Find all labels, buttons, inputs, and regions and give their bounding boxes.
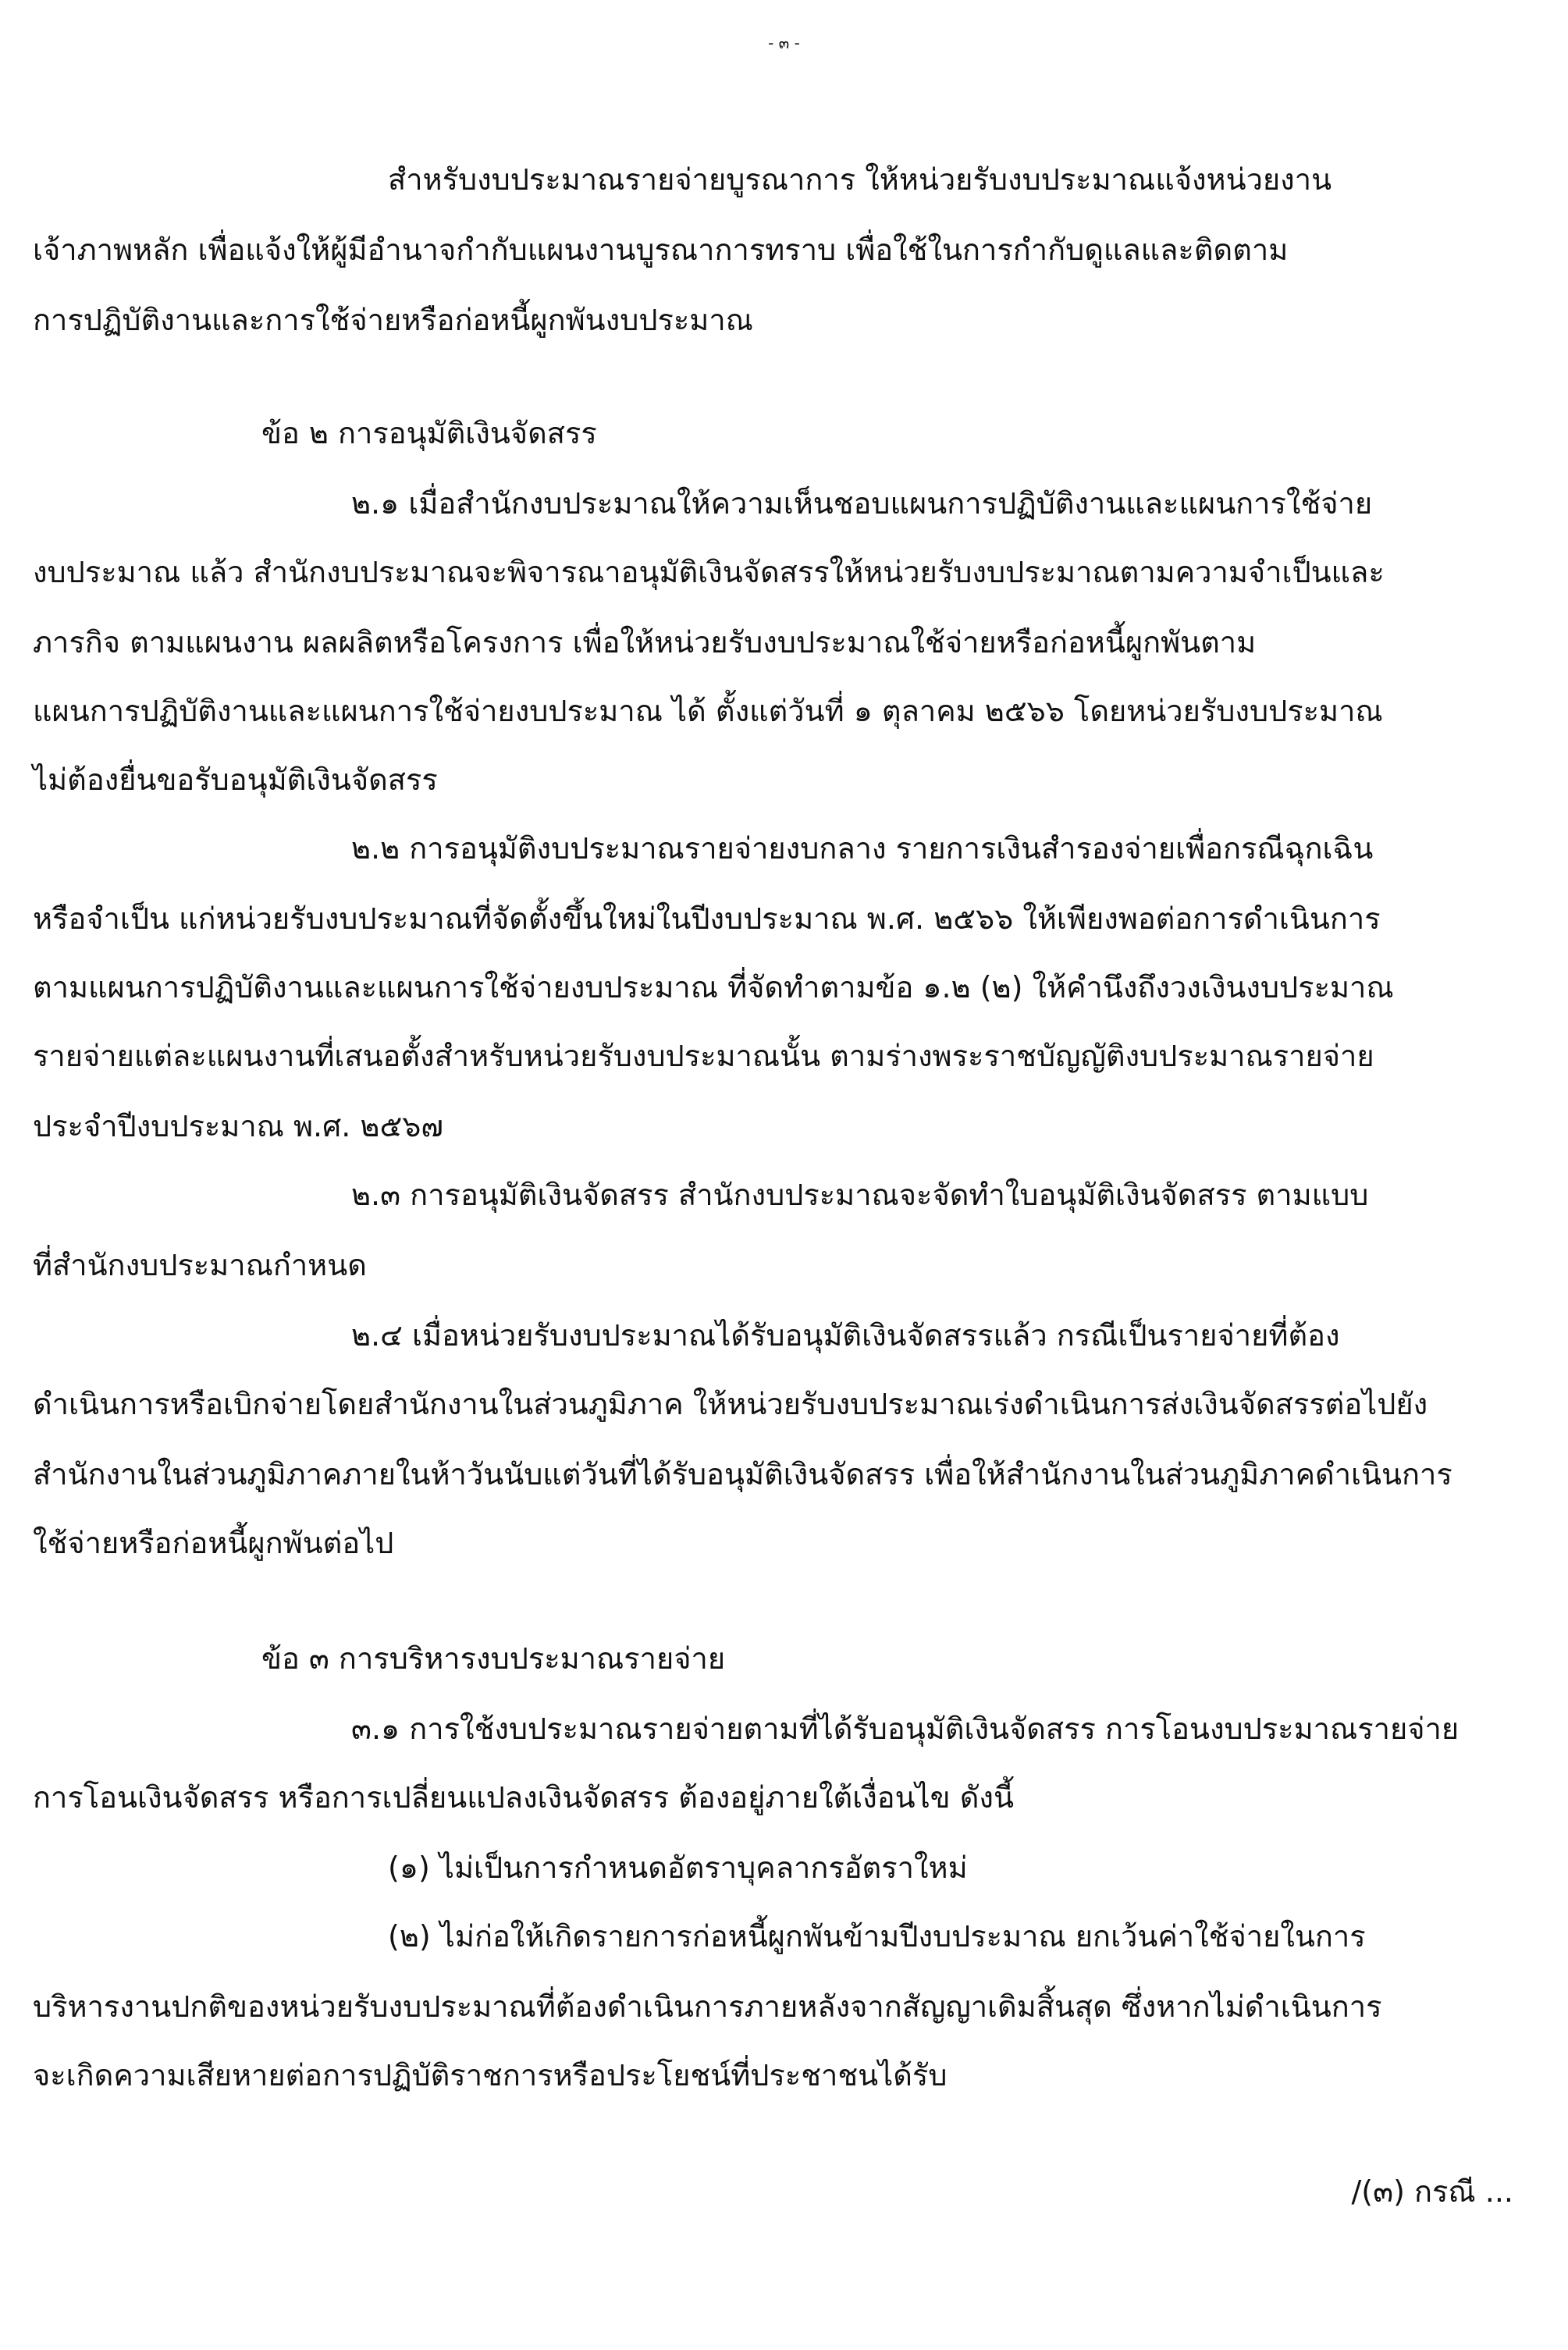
text-line: หรือจำเป็น แก่หน่วยรับงบประมาณที่จัดตั้งขึ้นใหม่ในปีงบประมาณ พ.ศ. ๒๕๖๖ ให้เพียงพอต่อการดำเนินการ [33, 901, 1381, 936]
text-line: การโอนเงินจัดสรร หรือการเปลี่ยนแปลงเงินจัดสรร ต้องอยู่ภายใต้เงื่อนไข ดังนี้ [33, 1780, 1014, 1815]
text-line: ใช้จ่ายหรือก่อหนี้ผูกพันต่อไป [33, 1526, 394, 1560]
text-line: ๒.๓ การอนุมัติเงินจัดสรร สำนักงบประมาณจะจัดทำใบอนุมัติเงินจัดสรร ตามแบบ [351, 1178, 1369, 1212]
text-line: สำนักงานในส่วนภูมิภาคภายในห้าวันนับแต่วันที่ได้รับอนุมัติเงินจัดสรร เพื่อให้สำนักงานในส่วนภูมิภาคดำเนินการ [33, 1457, 1452, 1491]
section-heading: ข้อ ๒ การอนุมัติเงินจัดสรร [261, 416, 597, 450]
text-line: เจ้าภาพหลัก เพื่อแจ้งให้ผู้มีอำนาจกำกับแผนงานบูรณาการทราบ เพื่อใช้ในการกำกับดูแลและติดตาม [33, 233, 1289, 267]
text-line: ที่สำนักงบประมาณกำหนด [33, 1248, 367, 1282]
text-line: ๒.๑ เมื่อสำนักงบประมาณให้ความเห็นชอบแผนการปฏิบัติงานและแผนการใช้จ่าย [351, 486, 1373, 521]
text-line: ไม่ต้องยื่นขอรับอนุมัติเงินจัดสรร [33, 763, 438, 797]
text-line: ดำเนินการหรือเบิกจ่ายโดยสำนักงานในส่วนภูมิภาค ให้หน่วยรับงบประมาณเร่งดำเนินการส่งเงินจัดสรรต่อไปยัง [33, 1387, 1428, 1421]
text-line: รายจ่ายแต่ละแผนงานที่เสนอตั้งสำหรับหน่วยรับงบประมาณนั้น ตามร่างพระราชบัญญัติงบประมาณรายจ่าย [33, 1039, 1374, 1073]
section-heading: ข้อ ๓ การบริหารงบประมาณรายจ่าย [261, 1641, 726, 1676]
text-line: การปฏิบัติงานและการใช้จ่ายหรือก่อหนี้ผูกพันงบประมาณ [33, 303, 753, 337]
text-line: ภารกิจ ตามแผนงาน ผลผลิตหรือโครงการ เพื่อให้หน่วยรับงบประมาณใช้จ่ายหรือก่อหนี้ผูกพันตาม [33, 625, 1257, 659]
text-line: ๒.๒ การอนุมัติงบประมาณรายจ่ายงบกลาง รายการเงินสำรองจ่ายเพื่อกรณีฉุกเฉิน [351, 831, 1374, 866]
text-line: ๓.๑ การใช้งบประมาณรายจ่ายตามที่ได้รับอนุมัติเงินจัดสรร การโอนงบประมาณรายจ่าย [351, 1712, 1460, 1746]
text-line: ตามแผนการปฏิบัติงานและแผนการใช้จ่ายงบประมาณ ที่จัดทำตามข้อ ๑.๒ (๒) ให้คำนึงถึงวงเงินงบประมาณ [33, 970, 1394, 1004]
text-line: บริหารงานปกติของหน่วยรับงบประมาณที่ต้องดำเนินการภายหลังจากสัญญาเดิมสิ้นสุด ซึ่งหากไม่ดำเนินการ [33, 1989, 1382, 2024]
continuation-footer: /(๓) กรณี ... [1351, 2174, 1513, 2209]
list-item: (๒) ไม่ก่อให้เกิดรายการก่อหนี้ผูกพันข้ามปีงบประมาณ ยกเว้นค่าใช้จ่ายในการ [388, 1919, 1366, 1954]
text-line: ประจำปีงบประมาณ พ.ศ. ๒๕๖๗ [33, 1109, 443, 1143]
list-item: (๑) ไม่เป็นการกำหนดอัตราบุคลากรอัตราใหม่ [388, 1850, 968, 1885]
text-line: แผนการปฏิบัติงานและแผนการใช้จ่ายงบประมาณ ได้ ตั้งแต่วันที่ ๑ ตุลาคม ๒๕๖๖ โดยหน่วยรับงบประมาณ [33, 694, 1383, 728]
page-number: - ๓ - [768, 34, 800, 52]
text-line: ๒.๔ เมื่อหน่วยรับงบประมาณได้รับอนุมัติเงินจัดสรรแล้ว กรณีเป็นรายจ่ายที่ต้อง [351, 1318, 1340, 1353]
text-line: งบประมาณ แล้ว สำนักงบประมาณจะพิจารณาอนุมัติเงินจัดสรรให้หน่วยรับงบประมาณตามความจำเป็นและ [33, 555, 1385, 589]
text-line: สำหรับงบประมาณรายจ่ายบูรณาการ ให้หน่วยรับงบประมาณแจ้งหน่วยงาน [388, 162, 1332, 197]
text-line: จะเกิดความเสียหายต่อการปฏิบัติราชการหรือประโยชน์ที่ประชาชนได้รับ [33, 2058, 948, 2092]
